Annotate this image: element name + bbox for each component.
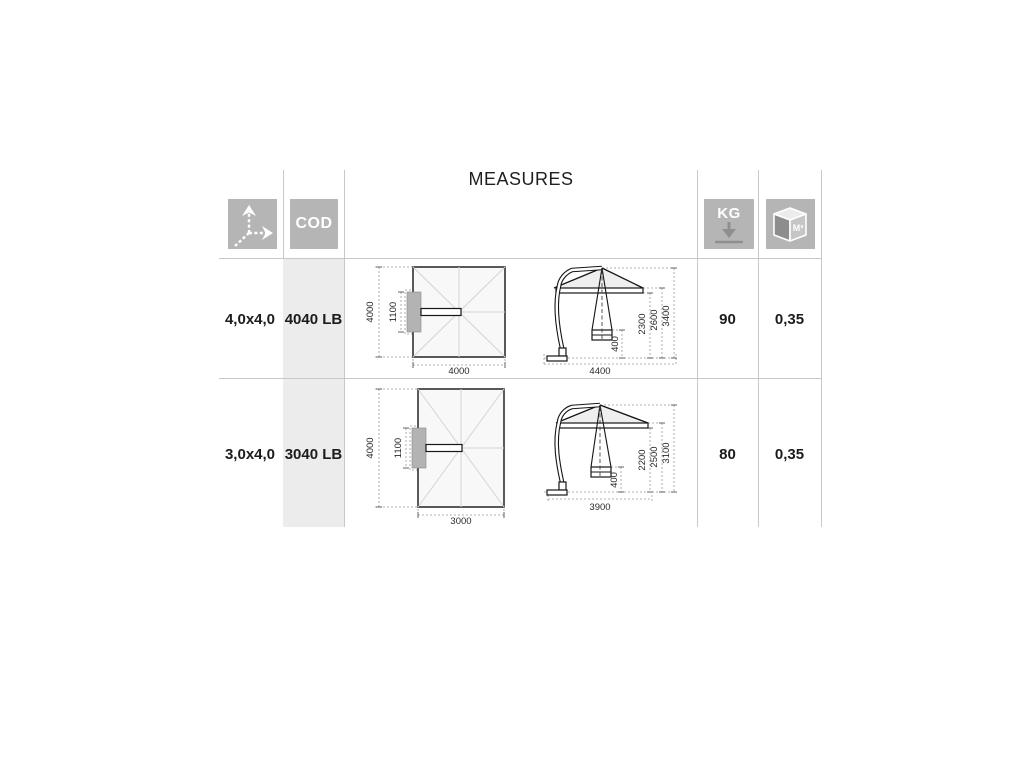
volume-cube-icon — [766, 199, 815, 249]
m3-value: 0,35 — [774, 311, 805, 328]
column-divider — [697, 170, 698, 527]
cod-cell: 3040 LB — [284, 446, 343, 463]
side-view-drawing-3040 — [538, 396, 683, 514]
m3-value: 0,35 — [774, 446, 805, 463]
cod-column-background — [283, 259, 344, 527]
dim-label: 2600 — [649, 309, 660, 331]
kg-icon-label: KG — [717, 204, 741, 222]
kg-value: 80 — [719, 446, 736, 463]
dim-label: 4000 — [448, 366, 470, 377]
base-foot — [547, 356, 567, 361]
dim-label: 2200 — [637, 449, 648, 471]
cod-header — [290, 199, 338, 249]
dim-label: 400 — [609, 472, 620, 488]
m3-icon-label: M³ — [792, 223, 804, 233]
kg-value: 90 — [719, 311, 736, 328]
dim-label: 3400 — [661, 305, 672, 327]
wall-bracket — [407, 292, 421, 332]
cod-cell: 4040 LB — [284, 311, 343, 328]
dim-label: 3100 — [661, 442, 672, 464]
base-foot — [547, 490, 567, 495]
weight-arrow-icon — [704, 221, 754, 247]
side-view-drawing-4040 — [538, 258, 683, 376]
support-arm — [426, 445, 462, 452]
wall-bracket — [412, 428, 426, 468]
size-cell: 4,0x4,0 — [224, 311, 276, 328]
kg-header — [704, 199, 754, 249]
dim-label: 4400 — [589, 366, 611, 377]
dim-label: 400 — [610, 336, 621, 352]
page-title: MEASURES — [468, 169, 574, 189]
dim-label: 3000 — [450, 516, 472, 527]
dim-label: 4000 — [365, 301, 376, 323]
dimensions-header — [228, 199, 277, 249]
cod-header-label: COD — [295, 215, 333, 232]
dim-label: 2500 — [649, 446, 660, 468]
3d-dimensions-icon — [228, 199, 277, 249]
dim-label: 1100 — [393, 437, 404, 459]
size-cell: 3,0x4,0 — [224, 446, 276, 463]
column-divider — [344, 170, 345, 527]
dim-label: 3900 — [589, 502, 611, 513]
dim-label: 4000 — [365, 437, 376, 459]
header-divider — [219, 258, 821, 259]
column-divider — [283, 170, 284, 258]
dim-label: 2300 — [637, 313, 648, 335]
canopy-bar — [556, 288, 643, 293]
row-divider — [219, 378, 821, 379]
column-divider — [758, 170, 759, 527]
column-divider — [821, 170, 822, 527]
top-view-drawing-3040 — [365, 384, 515, 528]
dim-label: 1100 — [388, 301, 399, 323]
support-arm — [421, 309, 461, 316]
m3-header — [766, 199, 815, 249]
top-view-drawing-4040 — [365, 262, 515, 378]
